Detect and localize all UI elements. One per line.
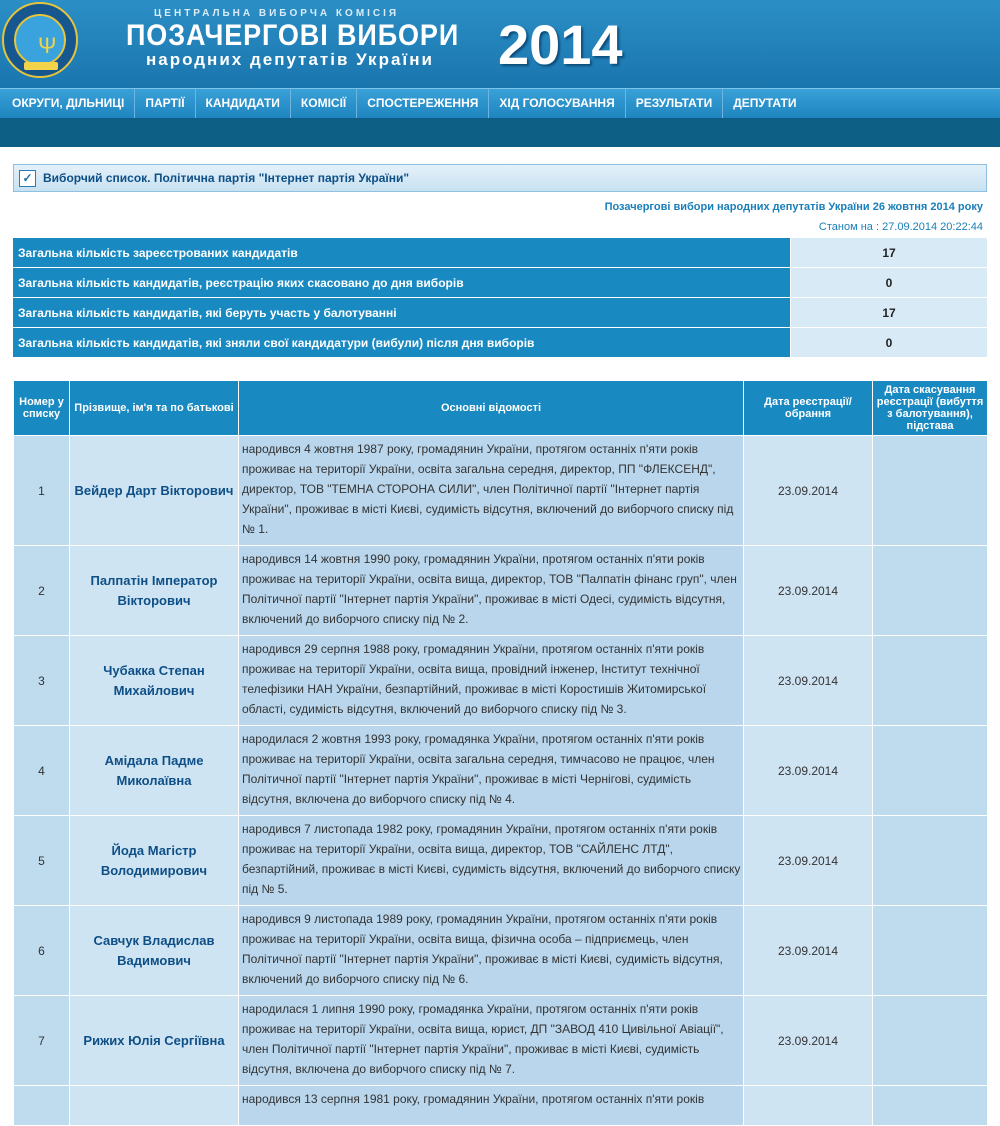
election-title: ПОЗАЧЕРГОВІ ВИБОРИ [126,19,460,52]
col-header-cancel-date: Дата скасування реєстрації (вибуття з балотування), підстава [873,381,988,436]
section-title-text: Виборчий список. Політична партія "Інтернет партія України" [43,171,410,185]
status-date: Станом на : 27.09.2014 20:22:44 [818,221,983,233]
nav-item-deputies[interactable]: ДЕПУТАТИ [733,96,797,110]
nav-item-voting-progress[interactable]: ХІД ГОЛОСУВАННЯ [489,89,625,118]
candidate-number: 4 [14,726,70,816]
election-name: Позачергові вибори народних депутатів України 26 жовтня 2014 року [604,201,983,213]
table-row [14,436,988,546]
summary-label: Загальна кількість кандидатів, реєстрацію яких скасовано до дня виборів [13,268,791,298]
nav-item-districts[interactable]: ОКРУГИ, ДІЛЬНИЦІ [2,89,135,118]
summary-label: Загальна кількість кандидатів, які зняли свої кандидатури (вибули) після дня виборів [13,328,791,358]
candidate-info: народився 13 серпня 1981 року, громадянин України, протягом останніх п'яти років [239,1086,744,1126]
candidate-number: 2 [14,546,70,636]
summary-value: 0 [791,268,988,298]
candidate-reg-date: 23.09.2014 [744,546,873,636]
nav-item-commissions[interactable]: КОМІСІЇ [291,89,357,118]
candidate-number [14,1086,70,1126]
table-row [14,1086,988,1126]
commission-name: ЦЕНТРАЛЬНА ВИБОРЧА КОМІСІЯ [154,8,400,19]
candidate-name-link[interactable] [70,1086,239,1126]
candidate-reg-date: 23.09.2014 [744,636,873,726]
candidate-reg-date: 23.09.2014 [744,726,873,816]
candidate-reg-date: 23.09.2014 [744,996,873,1086]
main-nav [0,88,1000,119]
candidate-number: 1 [14,436,70,546]
candidate-reg-date [744,1086,873,1126]
candidate-cancel-date [873,996,988,1086]
summary-table [13,238,987,358]
candidate-number: 3 [14,636,70,726]
candidate-info: народився 7 листопада 1982 року, громадянин України, протягом останніх п'яти років проживає на території України, освіта вища, директор, ТОВ "САЙЛЕНС ЛТД", безпартійний, проживає в місті Києві, судимість відсутня, включений до виборчого списку під № 5. [239,816,744,906]
site-header [0,0,1000,88]
candidate-name-link[interactable]: Рижих Юлія Сергіївна [70,996,239,1086]
summary-label: Загальна кількість кандидатів, які беруть участь у балотуванні [13,298,791,328]
table-row [14,726,988,816]
table-row [14,636,988,726]
col-header-reg-date: Дата реєстрації/обрання [744,381,873,436]
election-subtitle: народних депутатів України [146,50,434,69]
candidate-cancel-date [873,726,988,816]
nav-item-observation[interactable]: СПОСТЕРЕЖЕННЯ [357,89,489,118]
candidate-info: народилася 1 липня 1990 року, громадянка України, протягом останніх п'яти років проживає на території України, освіта вища, юрист, ДП "ЗАВОД 410 Цивільної Авіації", член Політичної партії "Інтернет партія України", проживає в місті Києві, судимість відсутня, включена до виборчого списку під № 7. [239,996,744,1086]
table-row [14,546,988,636]
cvk-emblem-icon[interactable]: Ψ [2,2,78,78]
summary-label: Загальна кількість зареєстрованих кандидатів [13,238,791,268]
candidate-number: 6 [14,906,70,996]
election-year: 2014 [498,13,623,76]
candidate-reg-date: 23.09.2014 [744,906,873,996]
sub-nav-bar [0,119,1000,147]
summary-row [13,298,987,328]
summary-row [13,238,987,268]
nav-item-results[interactable]: РЕЗУЛЬТАТИ [626,89,724,118]
candidate-info: народився 14 жовтня 1990 року, громадянин України, протягом останніх п'яти років проживає на території України, освіта вища, директор, ТОВ "Палпатін фінанс груп", член Політичної партії "Інтернет партія України", проживає в місті Одесі, судимість відсутня, включений до виборчого списку під № 2. [239,546,744,636]
candidate-reg-date: 23.09.2014 [744,436,873,546]
candidate-cancel-date [873,906,988,996]
candidate-name-link[interactable]: Савчук Владислав Вадимович [70,906,239,996]
col-header-info: Основні відомості [239,381,744,436]
nav-item-parties[interactable]: ПАРТІЇ [135,89,195,118]
candidate-info: народився 4 жовтня 1987 року, громадянин України, протягом останніх п'яти років проживає на території України, освіта загальна середня, директор, ПП "ФЛЕКСЕНД", директор, ТОВ "ТЕМНА СТОРОНА СИЛИ", член Політичної партії "Інтернет партія України", проживає в місті Києві, судимість відсутня, включений до виборчого списку під № 1. [239,436,744,546]
summary-row [13,268,987,298]
summary-value: 17 [791,238,988,268]
table-row [14,996,988,1086]
candidate-cancel-date [873,1086,988,1126]
summary-row [13,328,987,358]
check-icon: ✓ [19,170,36,187]
col-header-number: Номер у списку [14,381,70,436]
summary-value: 0 [791,328,988,358]
candidate-reg-date: 23.09.2014 [744,816,873,906]
candidate-cancel-date [873,636,988,726]
candidate-name-link[interactable]: Чубакка Степан Михайлович [70,636,239,726]
candidate-info: народилася 2 жовтня 1993 року, громадянка України, протягом останніх п'яти років проживає на території України, освіта загальна середня, тимчасово не працює, член Політичної партії "Інтернет партія України", проживає в місті Чернігові, судимість відсутня, включена до виборчого списку під № 4. [239,726,744,816]
candidate-name-link[interactable]: Палпатін Імператор Вікторович [70,546,239,636]
table-row [14,906,988,996]
candidate-name-link[interactable]: Амідала Падме Миколаївна [70,726,239,816]
candidate-info: народився 29 серпня 1988 року, громадянин України, протягом останніх п'яти років проживає на території України, освіта вища, провідний інженер, Інститут технічної телефізики НАН України, безпартійний, проживає в місті Коростишів Житомирської області, судимість відсутня, включений до виборчого списку під № 3. [239,636,744,726]
candidate-cancel-date [873,816,988,906]
table-header-row [14,381,988,436]
section-title [13,164,987,192]
candidate-number: 5 [14,816,70,906]
col-header-name: Прізвище, ім'я та по батькові [70,381,239,436]
candidate-name-link[interactable]: Вейдер Дарт Вікторович [70,436,239,546]
candidate-name-link[interactable]: Йода Магістр Володимирович [70,816,239,906]
candidate-cancel-date [873,436,988,546]
candidate-number: 7 [14,996,70,1086]
summary-value: 17 [791,298,988,328]
nav-item-candidates[interactable]: КАНДИДАТИ [196,89,291,118]
table-row [14,816,988,906]
candidate-cancel-date [873,546,988,636]
candidate-info: народився 9 листопада 1989 року, громадянин України, протягом останніх п'яти років проживає на території України, освіта вища, фізична особа – підприємець, член Політичної партії "Інтернет партія України", проживає в місті Києві, судимість відсутня, включений до виборчого списку під № 6. [239,906,744,996]
candidates-table [13,380,988,1126]
main-content [0,164,1000,1126]
